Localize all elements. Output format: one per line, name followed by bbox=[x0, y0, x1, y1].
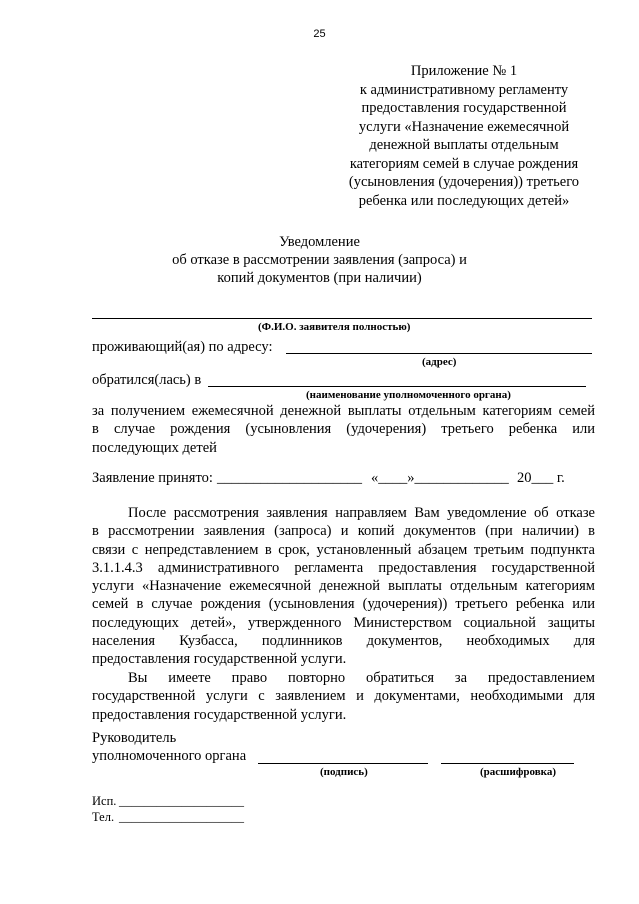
accepted-year: 20___ г. bbox=[517, 470, 565, 486]
organ-line bbox=[208, 386, 586, 387]
address-caption: (адрес) bbox=[422, 356, 457, 368]
executor-label: Исп. bbox=[92, 794, 117, 808]
purpose-line: последующих детей bbox=[92, 439, 217, 456]
executor-blank: ____________________ bbox=[119, 794, 244, 808]
purpose-line: за получением ежемесячной денежной выплаты отдельным категориям семей bbox=[92, 403, 595, 419]
page-number: 25 bbox=[313, 28, 326, 40]
title-line: об отказе в рассмотрении заявления (запроса) и bbox=[172, 252, 467, 268]
purpose-line: в случае рождения (усыновления (удочерения) третьего ребенка или bbox=[92, 421, 595, 438]
second-paragraph bbox=[92, 669, 595, 724]
paragraph-line: предоставления государственной услуги. bbox=[92, 706, 347, 723]
purpose-text bbox=[92, 402, 595, 457]
appendix-line: ребенка или последующих детей» bbox=[358, 192, 570, 209]
appendix-line: (усыновления (удочерения)) третьего bbox=[348, 174, 580, 190]
paragraph-line: в рассмотрении заявления (запроса) и копий документов (при наличии) в bbox=[92, 523, 595, 540]
appendix-line: к административному регламенту bbox=[359, 81, 569, 98]
main-paragraph bbox=[92, 504, 595, 669]
applied-label: обратился(лась) в bbox=[92, 372, 202, 388]
appendix-line: предоставления государственной bbox=[361, 100, 567, 116]
address-label: проживающий(ая) по адресу: bbox=[92, 339, 273, 355]
paragraph-line: последующих детей», утвержденного Министерством социальной защиты bbox=[92, 614, 595, 631]
appendix-line: услуги «Назначение ежемесячной bbox=[358, 118, 570, 135]
address-line bbox=[286, 353, 592, 354]
organ-caption: (наименование уполномоченного органа) bbox=[306, 389, 511, 401]
phone-blank: ____________________ bbox=[119, 810, 244, 824]
phone-label: Тел. bbox=[92, 810, 115, 824]
fio-line bbox=[92, 318, 592, 319]
appendix-line: категориям семей в случае рождения bbox=[349, 155, 579, 172]
signature-line bbox=[258, 763, 428, 764]
appendix-line: денежной выплаты отдельным bbox=[369, 137, 559, 153]
paragraph-line: услуги «Назначение ежемесячной денежной выплаты отдельным категориям bbox=[92, 578, 595, 595]
decryption-line bbox=[441, 763, 574, 764]
appendix-header bbox=[330, 62, 598, 210]
appendix-line: Приложение № 1 bbox=[410, 63, 518, 79]
organ-head-label: уполномоченного органа bbox=[92, 748, 247, 764]
head-label: Руководитель bbox=[92, 730, 177, 746]
paragraph-line: связи с непредставлением в срок, установленный абзацем третьим подпункта bbox=[92, 541, 595, 558]
paragraph-line: предоставления государственной услуги. bbox=[92, 651, 347, 668]
paragraph-line: населения Кузбасса, подлинников документов, необходимых для bbox=[92, 633, 595, 650]
fio-caption: (Ф.И.О. заявителя полностью) bbox=[258, 321, 411, 333]
paragraph-line: Вы имеете право повторно обратиться за предоставлением bbox=[128, 670, 595, 686]
accepted-date: «____»_____________ bbox=[371, 470, 509, 486]
paragraph-line: государственной услуги с заявлением и документами, необходимыми для bbox=[92, 688, 595, 705]
title-line: Уведомление bbox=[279, 234, 360, 250]
title-line: копий документов (при наличии) bbox=[217, 270, 422, 286]
decryption-caption: (расшифровка) bbox=[480, 766, 557, 778]
paragraph-line: После рассмотрения заявления направляем Вам уведомление об отказе bbox=[128, 505, 595, 521]
signature-caption: (подпись) bbox=[320, 766, 368, 778]
paragraph-line: 3.1.1.4.3 административного регламента предоставления государственной bbox=[92, 559, 595, 576]
document-title bbox=[0, 233, 639, 287]
accepted-blank: ____________________ bbox=[217, 470, 362, 486]
accepted-label: Заявление принято: bbox=[92, 470, 213, 486]
paragraph-line: семей в случае рождения (усыновления (удочерения)) третьего ребенка или bbox=[92, 596, 595, 613]
